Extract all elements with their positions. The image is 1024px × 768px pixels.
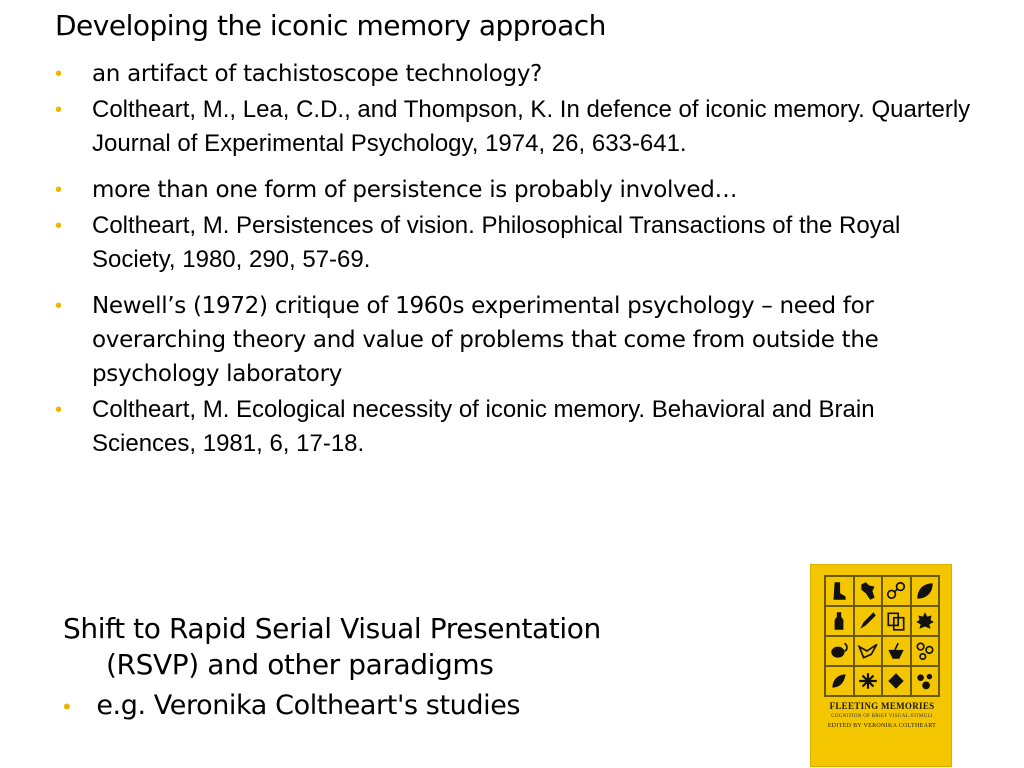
- cup-icon: [882, 636, 911, 666]
- bullet-icon: •: [55, 99, 63, 121]
- shift-heading-line2: (RSVP) and other paradigms: [106, 648, 494, 681]
- list-item: [55, 289, 985, 391]
- list-item-text: Coltheart, M. Ecological necessity of iconic memory. Behavioral and Brain Sciences, 1981, 6, 17-18.: [92, 396, 875, 457]
- list-item-text: more than one form of persistence is probably involved…: [92, 177, 738, 203]
- book-cover-image: [810, 564, 952, 767]
- bullet-icon: •: [55, 179, 62, 201]
- sub-item-text: e.g. Veronika Coltheart's studies: [96, 690, 521, 721]
- feather-icon: [854, 606, 883, 636]
- dots-icon: [911, 636, 940, 666]
- list-item: [55, 393, 985, 461]
- shift-heading: [63, 611, 763, 683]
- book-editor: EDITED BY VERONIKA COLTHEART: [827, 723, 937, 729]
- bottle-icon: [825, 606, 854, 636]
- list-item: [55, 173, 985, 207]
- bullet-icon: •: [55, 215, 63, 237]
- maple-leaf-icon: [911, 606, 940, 636]
- bullet-icon: •: [55, 399, 63, 421]
- list-item-text: an artifact of tachistoscope technology?: [92, 61, 543, 87]
- spots-icon: [911, 666, 940, 696]
- diamond-icon: [882, 666, 911, 696]
- bullet-icon: •: [63, 694, 71, 719]
- mouse-icon: [825, 636, 854, 666]
- list-item-text: Newell’s (1972) critique of 1960s experimental psychology – need for overarching theory and value of problems that come from outside the psychology laboratory: [92, 293, 879, 387]
- bullet-icon: •: [55, 63, 62, 85]
- bullet-icon: •: [55, 295, 62, 317]
- list-item-text: Coltheart, M., Lea, C.D., and Thompson, K. In defence of iconic memory. Quarterly Journal of Experimental Psychology, 1974, 26, 633-641.: [92, 96, 971, 157]
- slide-title: Developing the iconic memory approach: [55, 9, 606, 42]
- fish-icon: [825, 666, 854, 696]
- hand-icon: [854, 576, 883, 606]
- glasses-icon: [882, 576, 911, 606]
- book-title: FLEETING MEMORIES: [829, 701, 935, 711]
- list-item: [55, 57, 985, 91]
- list-item: [55, 209, 985, 277]
- leaf-icon: [911, 576, 940, 606]
- bird-icon: [854, 636, 883, 666]
- cards-icon: [882, 606, 911, 636]
- boot-icon: [825, 576, 854, 606]
- shift-heading-line1: Shift to Rapid Serial Visual Presentation: [63, 612, 601, 645]
- book-cover-icon-grid: [824, 575, 940, 697]
- book-subtitle: COGNITION OF BRIEF VISUAL STIMULI: [831, 714, 933, 719]
- plane-icon: [854, 666, 883, 696]
- list-item: [55, 93, 985, 161]
- bullet-list: [55, 57, 985, 463]
- list-item-text: Coltheart, M. Persistences of vision. Philosophical Transactions of the Royal Society, 1980, 290, 57-69.: [92, 212, 901, 273]
- sub-item: [63, 690, 520, 721]
